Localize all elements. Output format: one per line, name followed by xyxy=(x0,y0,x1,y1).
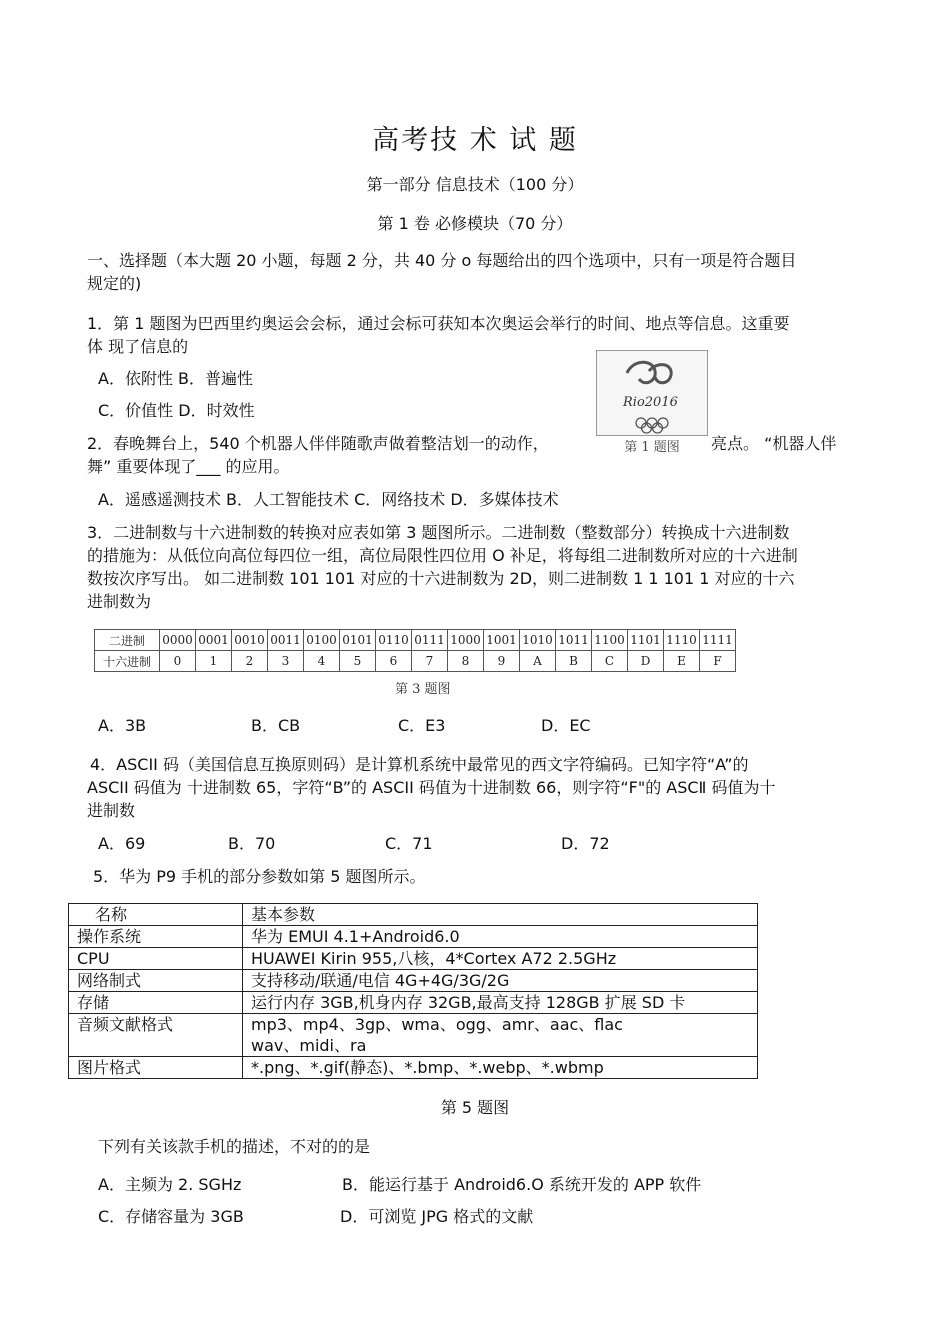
spec-key: 操作系统 xyxy=(69,926,243,948)
q1-stem-line1: 1．第 1 题图为巴西里约奥运会会标，通过会标可获知本次奥运会举行的时间、地点等信息。这重要 xyxy=(87,314,790,333)
binary-cell: 1011 xyxy=(556,630,592,651)
hex-row-label: 十六进制 xyxy=(95,651,160,672)
spec-key: 网络制式 xyxy=(69,970,243,992)
rio-emblem-icon xyxy=(597,351,707,435)
binary-cell: 1010 xyxy=(520,630,556,651)
binary-cell: 1001 xyxy=(484,630,520,651)
figure-5-caption: 第 5 题图 xyxy=(440,1098,510,1117)
hex-cell: B xyxy=(556,651,592,672)
hex-cell: 2 xyxy=(232,651,268,672)
q5-option-a: A．主频为 2. SGHz xyxy=(98,1175,242,1194)
q2-stem-line1a: 2．春晚舞台上，540 个机器人伴伴随歌声做着整洁划一的动作， xyxy=(87,434,549,453)
binary-cell: 1111 xyxy=(700,630,736,651)
spec-row xyxy=(69,1057,758,1079)
page-title: 高考技 术 试 题 xyxy=(372,125,578,156)
hex-cell: F xyxy=(700,651,736,672)
binary-cell: 0000 xyxy=(160,630,196,651)
q4-option-c: C．71 xyxy=(385,834,433,853)
hex-cell: D xyxy=(628,651,664,672)
binary-cell: 1101 xyxy=(628,630,664,651)
q1-stem-line2: 体 现了信息的 xyxy=(87,337,189,356)
phone-spec-table xyxy=(68,903,758,1079)
spec-value: 运行内存 3GB,机身内存 32GB,最高支持 128GB 扩展 SD 卡 xyxy=(243,992,758,1014)
hex-cell: 6 xyxy=(376,651,412,672)
q4-stem-line3: 进制数 xyxy=(87,801,136,820)
q4-option-a: A．69 xyxy=(98,834,146,853)
hex-cell: C xyxy=(592,651,628,672)
hex-cell: A xyxy=(520,651,556,672)
section-instructions-line1: 一、选择题（本大题 20 小题，每题 2 分，共 40 分 o 每题给出的四个选项中，只有一项是符合题目 xyxy=(87,251,797,270)
binary-cell: 0111 xyxy=(412,630,448,651)
binary-row-label: 二进制 xyxy=(95,630,160,651)
q3-option-a: A．3B xyxy=(98,716,147,735)
spec-key: 音频文献格式 xyxy=(69,1014,243,1057)
q3-stem-line2: 的措施为：从低位向高位每四位一组，高位局限性四位用 O 补足，将每组二进制数所对应的十六进制 xyxy=(87,546,798,565)
spec-row xyxy=(69,948,758,970)
q2-options: A．遥感遥测技术 B．人工智能技术 C．网络技术 D．多媒体技术 xyxy=(98,490,559,509)
spec-value: *.png、*.gif(静态)、*.bmp、*.webp、*.wbmp xyxy=(243,1057,758,1079)
binary-cell: 0011 xyxy=(268,630,304,651)
binary-cell: 1100 xyxy=(592,630,628,651)
q3-option-d: D．EC xyxy=(541,716,591,735)
section-instructions-line2: 规定的) xyxy=(87,274,142,293)
binary-cell: 0001 xyxy=(196,630,232,651)
q3-option-b: B．CB xyxy=(251,716,301,735)
q4-option-b: B．70 xyxy=(228,834,276,853)
spec-key: CPU xyxy=(69,948,243,970)
q5-option-c: C．存储容量为 3GB xyxy=(98,1207,244,1226)
binary-cell: 0010 xyxy=(232,630,268,651)
hex-cell: 9 xyxy=(484,651,520,672)
hex-cell: 1 xyxy=(196,651,232,672)
spec-header-row xyxy=(69,904,758,926)
q1-options-row1: A．依附性 B．普遍性 xyxy=(98,369,254,388)
hex-row xyxy=(95,651,736,672)
hex-cell: E xyxy=(664,651,700,672)
q2-stem-line1b: 亮点。 “机器人伴 xyxy=(711,434,837,453)
q5-stem: 5．华为 P9 手机的部分参数如第 5 题图所示。 xyxy=(93,867,426,886)
q3-option-c: C．E3 xyxy=(398,716,446,735)
rio-olympics-logo-figure xyxy=(596,350,708,436)
spec-row xyxy=(69,1014,758,1057)
spec-row xyxy=(69,992,758,1014)
binary-cell: 0101 xyxy=(340,630,376,651)
q4-stem-line2: ASCII 码值为 十进制数 65，字符“B”的 ASCII 码值为十进制数 66，则字符“F"的 ASCⅡ 码值为十 xyxy=(87,778,776,797)
figure-1-caption: 第 1 题图 xyxy=(594,436,710,454)
hex-cell: 3 xyxy=(268,651,304,672)
q5-question: 下列有关该款手机的描述，不对的的是 xyxy=(98,1137,371,1156)
q5-option-d: D．可浏览 JPG 格式的文献 xyxy=(340,1207,534,1226)
binary-row xyxy=(95,630,736,651)
hex-cell: 7 xyxy=(412,651,448,672)
spec-header-value: 基本参数 xyxy=(243,904,758,926)
spec-value-continued: wav、midi、ra xyxy=(251,1036,367,1055)
q4-stem-line1: 4．ASCII 码（美国信息互换原则码）是计算机系统中最常见的西文字符编码。已知字符“A”的 xyxy=(90,755,749,774)
q5-option-b: B．能运行基于 Android6.O 系统开发的 APP 软件 xyxy=(342,1175,702,1194)
spec-value: 支持移动/联通/电信 4G+4G/3G/2G xyxy=(243,970,758,992)
binary-hex-table xyxy=(94,629,736,672)
hex-cell: 4 xyxy=(304,651,340,672)
binary-cell: 1110 xyxy=(664,630,700,651)
binary-cell: 0110 xyxy=(376,630,412,651)
spec-key: 图片格式 xyxy=(69,1057,243,1079)
spec-value: mp3、mp4、3gp、wma、ogg、amr、aac、flac xyxy=(251,1015,623,1034)
spec-header-name: 名称 xyxy=(69,904,243,926)
spec-row xyxy=(69,926,758,948)
q3-stem-line4: 进制数为 xyxy=(87,592,152,611)
part-heading: 第一部分 信息技术（100 分） xyxy=(366,175,584,194)
spec-value: 华为 EMUI 4.1+Android6.0 xyxy=(243,926,758,948)
q1-options-row2: C．价值性 D．时效性 xyxy=(98,401,255,420)
q3-stem-line1: 3．二进制数与十六进制数的转换对应表如第 3 题图所示。二进制数（整数部分）转换成十六进制数 xyxy=(87,523,790,542)
binary-cell: 1000 xyxy=(448,630,484,651)
spec-row xyxy=(69,970,758,992)
hex-cell: 0 xyxy=(160,651,196,672)
q4-option-d: D．72 xyxy=(561,834,610,853)
volume-heading: 第 1 卷 必修模块（70 分） xyxy=(377,214,573,233)
q2-stem-line2: 舞” 重要体现了___ 的应用。 xyxy=(87,457,290,476)
q3-stem-line3: 数按次序写出。 如二进制数 101 101 对应的十六进制数为 2D，则二进制数 1 1 101 1 对应的十六 xyxy=(87,569,795,588)
spec-key: 存储 xyxy=(69,992,243,1014)
rio-logo-text: Rio2016 xyxy=(623,395,678,410)
figure-3-caption: 第 3 题图 xyxy=(395,682,451,697)
spec-value-multiline xyxy=(243,1014,758,1057)
spec-value: HUAWEI Kirin 955,八核，4*Cortex A72 2.5GHz xyxy=(243,948,758,970)
hex-cell: 8 xyxy=(448,651,484,672)
binary-cell: 0100 xyxy=(304,630,340,651)
hex-cell: 5 xyxy=(340,651,376,672)
